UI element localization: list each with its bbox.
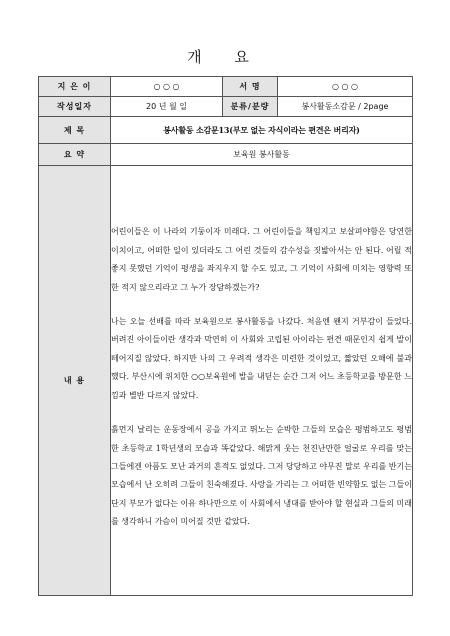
overview-form (38, 76, 413, 596)
content-label: 내 용 (39, 166, 111, 596)
category-value: 봉사활동소감문 / 2page (278, 97, 413, 117)
content-paragraph: 어린이들은 이 나라의 기둥이자 미래다. 그 어린이들을 책임지고 보살펴야함은 당연한 이치이고, 어떠한 일이 있더라도 그 어린 것들의 감수성을 짓밟아서는 안 된다. 어릴 적 좋지 못했던 기억이 평생을 좌지우지 할 수도 있고, 그 기억이 사회에 미치는 영향력 또한 적지 않으리라고 그 누가 장담하겠는가? (111, 227, 412, 292)
subject-label: 제 목 (39, 117, 111, 144)
category-label: 분류/분량 (223, 97, 278, 117)
summary-value: 보육원 봉사활동 (111, 144, 413, 166)
date-value: 20 년 월 일 (111, 97, 223, 117)
page-title: 개 요 (187, 48, 263, 66)
author-label: 지 은 이 (39, 77, 111, 97)
writer-label: 서 명 (223, 77, 278, 97)
content-paragraph: 흙먼지 날리는 운동장에서 공을 가지고 뛰노는 순박한 그들의 모습은 평범하고도 평범한 초등학교 1학년생의 모습과 똑같았다. 해맑게 웃는 천진난만한 얼굴로 우리를 맞는 그들에겐 아픔도 모난 과거의 흔적도 없었다. 그저 당당하고 야무진 말로 우리를 반기는 모습에서 난 오히려 그들이 친숙해졌다. 사랑을 가리는 그 어떠한 빈약함도 없는 그들이 단지 부모가 없다는 이유 하나만으로 이 사회에서 냉대를 받아야 할 현실과 그들의 미래를 생각하니 가슴이 미어질 것만 같았다. (111, 425, 412, 527)
content-paragraph: 나는 오늘 선배를 따라 보육원으로 봉사활동을 나갔다. 처음엔 왠지 거부감이 들었다. 버려진 아이들이란 생각과 막연히 이 사회와 고립된 아이라는 편견 때문인지 쉽게 발이 떼어지질 않았다. 하지만 나의 그 우려적 생각은 미련한 것이었고, 짧았던 오해에 불과했다. 부산시에 위치한 ○○보육원에 발을 내딛는 순간 그저 어느 초등학교를 방문한 느낌과 별반 다르지 않았다. (111, 317, 412, 400)
content-body (111, 166, 413, 596)
author-value: ○ ○ ○ (111, 77, 223, 97)
summary-label: 요 약 (39, 144, 111, 166)
date-label: 작성일자 (39, 97, 111, 117)
subject-value: 봉사활동 소감문13(부모 없는 자식이라는 편견은 버리자) (111, 117, 413, 144)
writer-value: ○ ○ ○ (278, 77, 413, 97)
